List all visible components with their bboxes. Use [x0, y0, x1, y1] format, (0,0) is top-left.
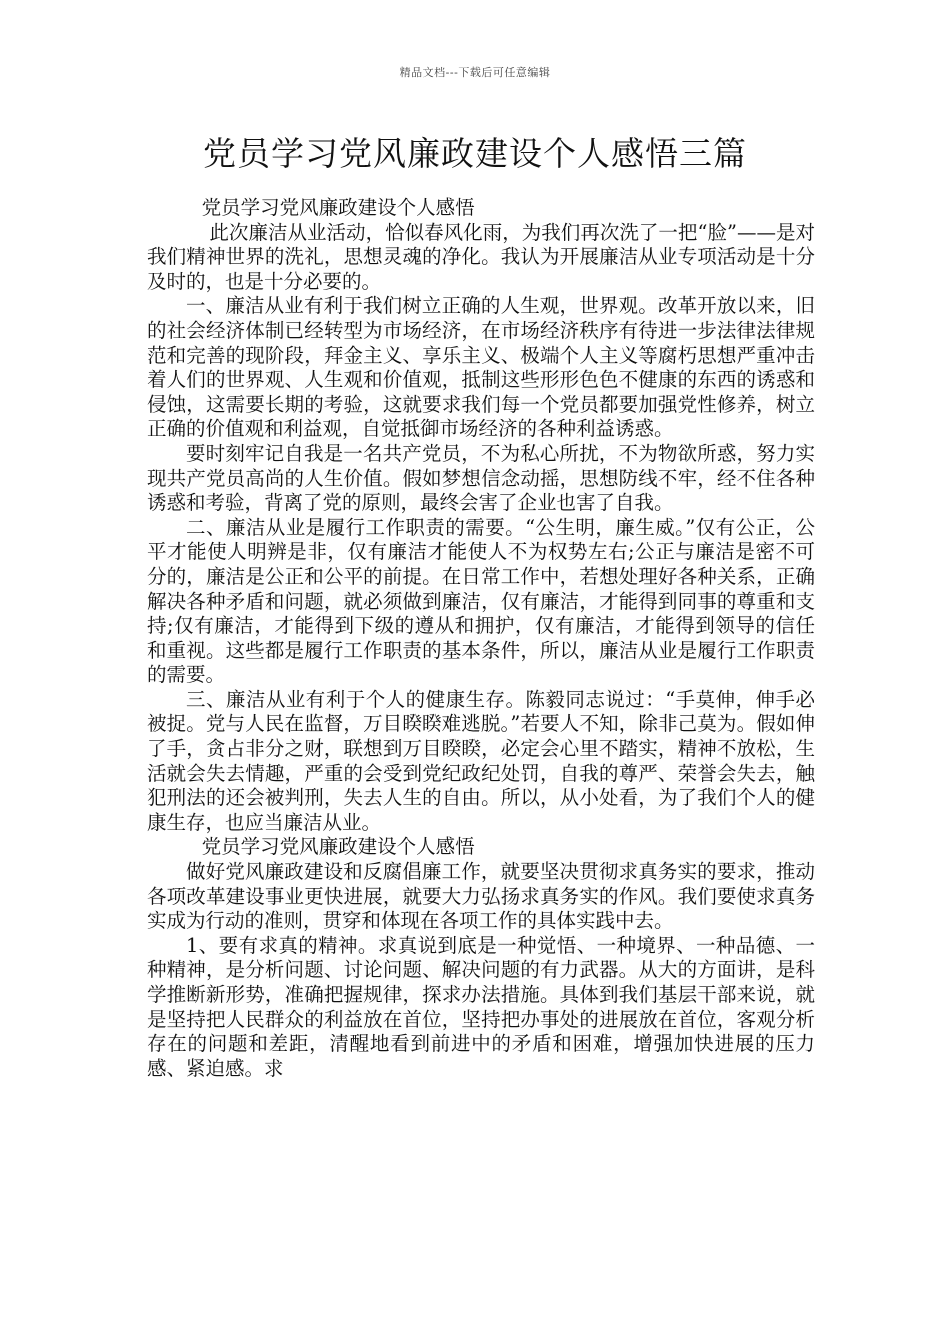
section1-point3-paragraph: 三、廉洁从业有利于个人的健康生存。陈毅同志说过：“手莫伸，伸手必被捉。党与人民在监督，万目睽睽难逃脱。”若要人不知，除非己莫为。假如伸了手，贪占非分之财，联想到万目睽睽，必定会心里不踏实，精神不放松，生活就会失去情趣，严重的会受到党纪政纪处罚，自我的尊严、荣誉会失去，触犯刑法的还会被判刑，失去人生的自由。所以，从小处看，为了我们个人的健康生存，也应当廉洁从业。 [147, 687, 815, 834]
document-title: 党员学习党风廉政建设个人感悟三篇 [203, 134, 747, 173]
section1-intro-paragraph: 此次廉洁从业活动，恰似春风化雨，为我们再次洗了一把“脸”——是对我们精神世界的洗礼，思想灵魂的净化。我认为开展廉洁从业专项活动是十分及时的，也是十分必要的。 [147, 220, 815, 293]
header-note: 精品文档---下载后可任意编辑 [399, 66, 551, 79]
document-body [147, 196, 815, 1081]
section2-point1-paragraph: 1、要有求真的精神。求真说到底是一种觉悟、一种境界、一种品德、一种精神，是分析问题、讨论问题、解决问题的有力武器。从大的方面讲，是科学推断新形势，准确把握规律，探求办法措施。具体到我们基层干部来说，就是坚持把人民群众的利益放在首位，坚持把办事处的进展放在首位，客观分析存在的问题和差距，清醒地看到前进中的矛盾和困难，增强加快进展的压力感、紧迫感。求 [147, 933, 815, 1080]
section1-point1-paragraph: 一、廉洁从业有利于我们树立正确的人生观，世界观。改革开放以来，旧的社会经济体制已经转型为市场经济，在市场经济秩序有待进一步法律法律规范和完善的现阶段，拜金主义、享乐主义、极端个人主义等腐朽思想严重冲击着人们的世界观、人生观和价值观，抵制这些形形色色不健康的东西的诱惑和侵蚀，这需要长期的考验，这就要求我们每一个党员都要加强党性修养，树立正确的价值观和利益观，自觉抵御市场经济的各种利益诱惑。 [147, 294, 815, 441]
section1-point2-paragraph: 二、廉洁从业是履行工作职责的需要。“公生明，廉生威。”仅有公正，公平才能使人明辨是非，仅有廉洁才能使人不为权势左右;公正与廉洁是密不可分的，廉洁是公正和公平的前提。在日常工作中，若想处理好各种关系，正确解决各种矛盾和问题，就必须做到廉洁，仅有廉洁，才能得到同事的尊重和支持;仅有廉洁，才能得到下级的遵从和拥护，仅有廉洁，才能得到领导的信任和重视。这些都是履行工作职责的基本条件，所以，廉洁从业是履行工作职责的需要。 [147, 515, 815, 687]
section2-heading: 党员学习党风廉政建设个人感悟 [201, 835, 475, 859]
section1-point1b-paragraph: 要时刻牢记自我是一名共产党员，不为私心所扰，不为物欲所惑，努力实现共产党员高尚的人生价值。假如梦想信念动摇，思想防线不牢，经不住各种诱惑和考验，背离了党的原则，最终会害了企业也害了自我。 [147, 441, 815, 515]
section1-heading: 党员学习党风廉政建设个人感悟 [201, 196, 475, 219]
section2-intro-paragraph: 做好党风廉政建设和反腐倡廉工作，就要坚决贯彻求真务实的要求，推动各项改革建设事业更快进展，就要大力弘扬求真务实的作风。我们要使求真务实成为行动的准则，贯穿和体现在各项工作的具体实践中去。 [147, 860, 815, 933]
